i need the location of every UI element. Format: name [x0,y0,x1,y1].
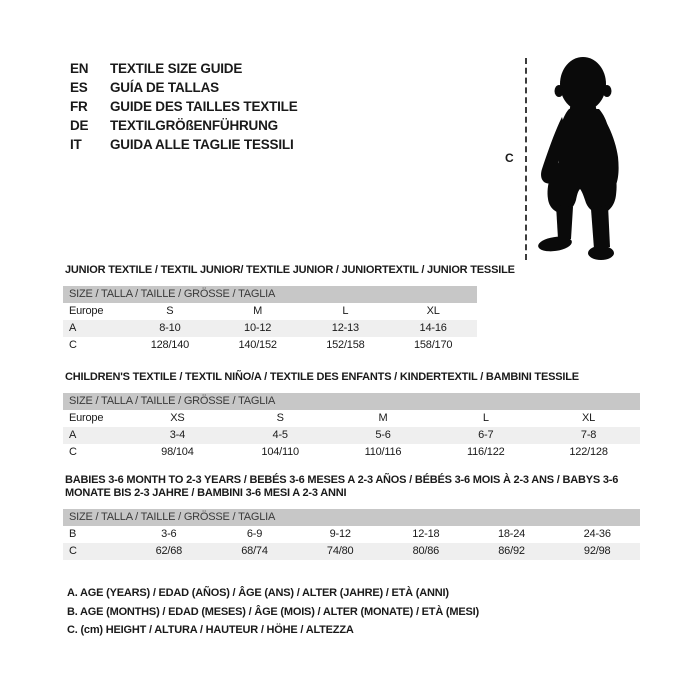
table-cell: S [166,305,174,317]
language-title: GUIDA ALLE TAGLIE TESSILI [110,137,294,152]
size-bar: SIZE / TALLA / TAILLE / GRÖSSE / TAGLIA [63,393,640,410]
size-bar: SIZE / TALLA / TAILLE / GRÖSSE / TAGLIA [63,509,640,526]
table-row [63,427,640,444]
language-row [70,135,298,154]
size-tables [63,264,643,560]
table-cell: 18-24 [497,528,526,540]
baby-silhouette-icon [531,53,655,263]
table-cell: 62/68 [155,545,183,557]
table-cell: L [482,412,489,424]
row-label: C [69,545,77,557]
table-row [63,444,640,461]
table-cell: 140/152 [238,339,277,351]
table-title: BABIES 3-6 MONTH TO 2-3 YEARS / BEBÉS 3-6 MESES A 2-3 AÑOS / BÉBÉS 3-6 MOIS À 2-3 ANS / BABYS 3-6 MONATE BIS 2-3 JAHRE / BAMBINI 3-6 MESI A 2-3 ANNI [65,474,619,499]
row-label: Europe [69,412,104,424]
row-label: A [69,322,77,334]
table-cell: 6-9 [246,528,263,540]
table-cell: 7-8 [580,429,597,441]
table-cell: 68/74 [241,545,268,557]
language-code: ES [70,80,88,95]
language-code: DE [70,118,89,133]
table-cell: 110/116 [364,446,402,458]
table-cell: 24-36 [583,528,611,540]
table-cell: 12-13 [331,322,359,334]
table-cell: 122/128 [569,446,608,458]
table-cell: 12-18 [412,528,440,540]
table-cell: XL [426,305,440,317]
height-figure [503,53,663,267]
table-cell: 152/158 [326,339,365,351]
table-row [63,303,477,320]
language-row [70,78,298,97]
row-label: B [69,528,77,540]
size-table-section [63,474,640,560]
language-header [70,59,298,154]
footnote-line: C. (cm) HEIGHT / ALTURA / HAUTEUR / HÖHE / ALTEZZA [67,624,354,636]
table-cell: 3-4 [169,429,186,441]
language-title: GUIDE DES TAILLES TEXTILE [110,99,298,114]
table-cell: 10-12 [244,322,272,334]
table-cell: S [276,412,284,424]
table-cell: 74/80 [326,545,354,557]
table-row [63,526,640,543]
language-title: GUÍA DE TALLAS [110,80,219,95]
table-title: CHILDREN'S TEXTILE / TEXTIL NIÑO/A / TEXTILE DES ENFANTS / KINDERTEXTIL / BAMBINI TESSILE [65,371,579,383]
table-title: JUNIOR TEXTILE / TEXTIL JUNIOR/ TEXTILE JUNIOR / JUNIORTEXTIL / JUNIOR TESSILE [65,264,515,276]
language-code: FR [70,99,88,114]
size-table-section [63,264,515,354]
table-cell: 5-6 [375,429,391,441]
table-cell: 104/110 [261,446,299,458]
table-cell: 92/98 [583,545,611,557]
table-cell: XS [170,412,185,424]
footnotes [67,584,479,640]
size-bar: SIZE / TALLA / TAILLE / GRÖSSE / TAGLIA [63,286,477,303]
table-cell: XL [582,412,596,424]
table-cell: 6-7 [478,429,494,441]
measure-c-label: C [505,151,514,165]
table-cell: 80/86 [412,545,440,557]
table-cell: M [253,305,263,317]
table-cell: L [342,305,349,317]
table-cell: 4-5 [272,429,288,441]
language-title: TEXTILGRÖßENFÜHRUNG [110,118,278,133]
row-label: A [69,429,77,441]
table-cell: M [378,412,388,424]
table-cell: 158/170 [413,339,453,351]
footnote-line: A. AGE (YEARS) / EDAD (AÑOS) / ÂGE (ANS) / ALTER (JAHRE) / ETÀ (ANNI) [67,587,449,599]
language-title: TEXTILE SIZE GUIDE [110,61,243,76]
table-cell: 3-6 [161,528,177,540]
table-row [63,410,640,427]
language-row [70,59,298,78]
table-cell: 116/122 [467,446,505,458]
language-row [70,97,298,116]
row-label: C [69,339,77,351]
table-cell: 86/92 [498,545,525,557]
table-row [63,543,640,560]
language-code: EN [70,61,89,76]
table-cell: 14-16 [419,322,447,334]
language-code: IT [70,137,82,152]
row-label: Europe [69,305,104,317]
language-row [70,116,298,135]
table-cell: 9-12 [329,528,351,540]
table-row [63,337,477,354]
table-cell: 128/140 [150,339,190,351]
row-label: C [69,446,77,458]
footnote-line: B. AGE (MONTHS) / EDAD (MESES) / ÂGE (MOIS) / ALTER (MONATE) / ETÀ (MESI) [67,605,479,618]
size-table-section [63,371,640,461]
table-cell: 98/104 [161,446,194,458]
table-cell: 8-10 [159,322,181,334]
table-row [63,320,477,337]
height-measure-dashed-line [525,58,527,260]
